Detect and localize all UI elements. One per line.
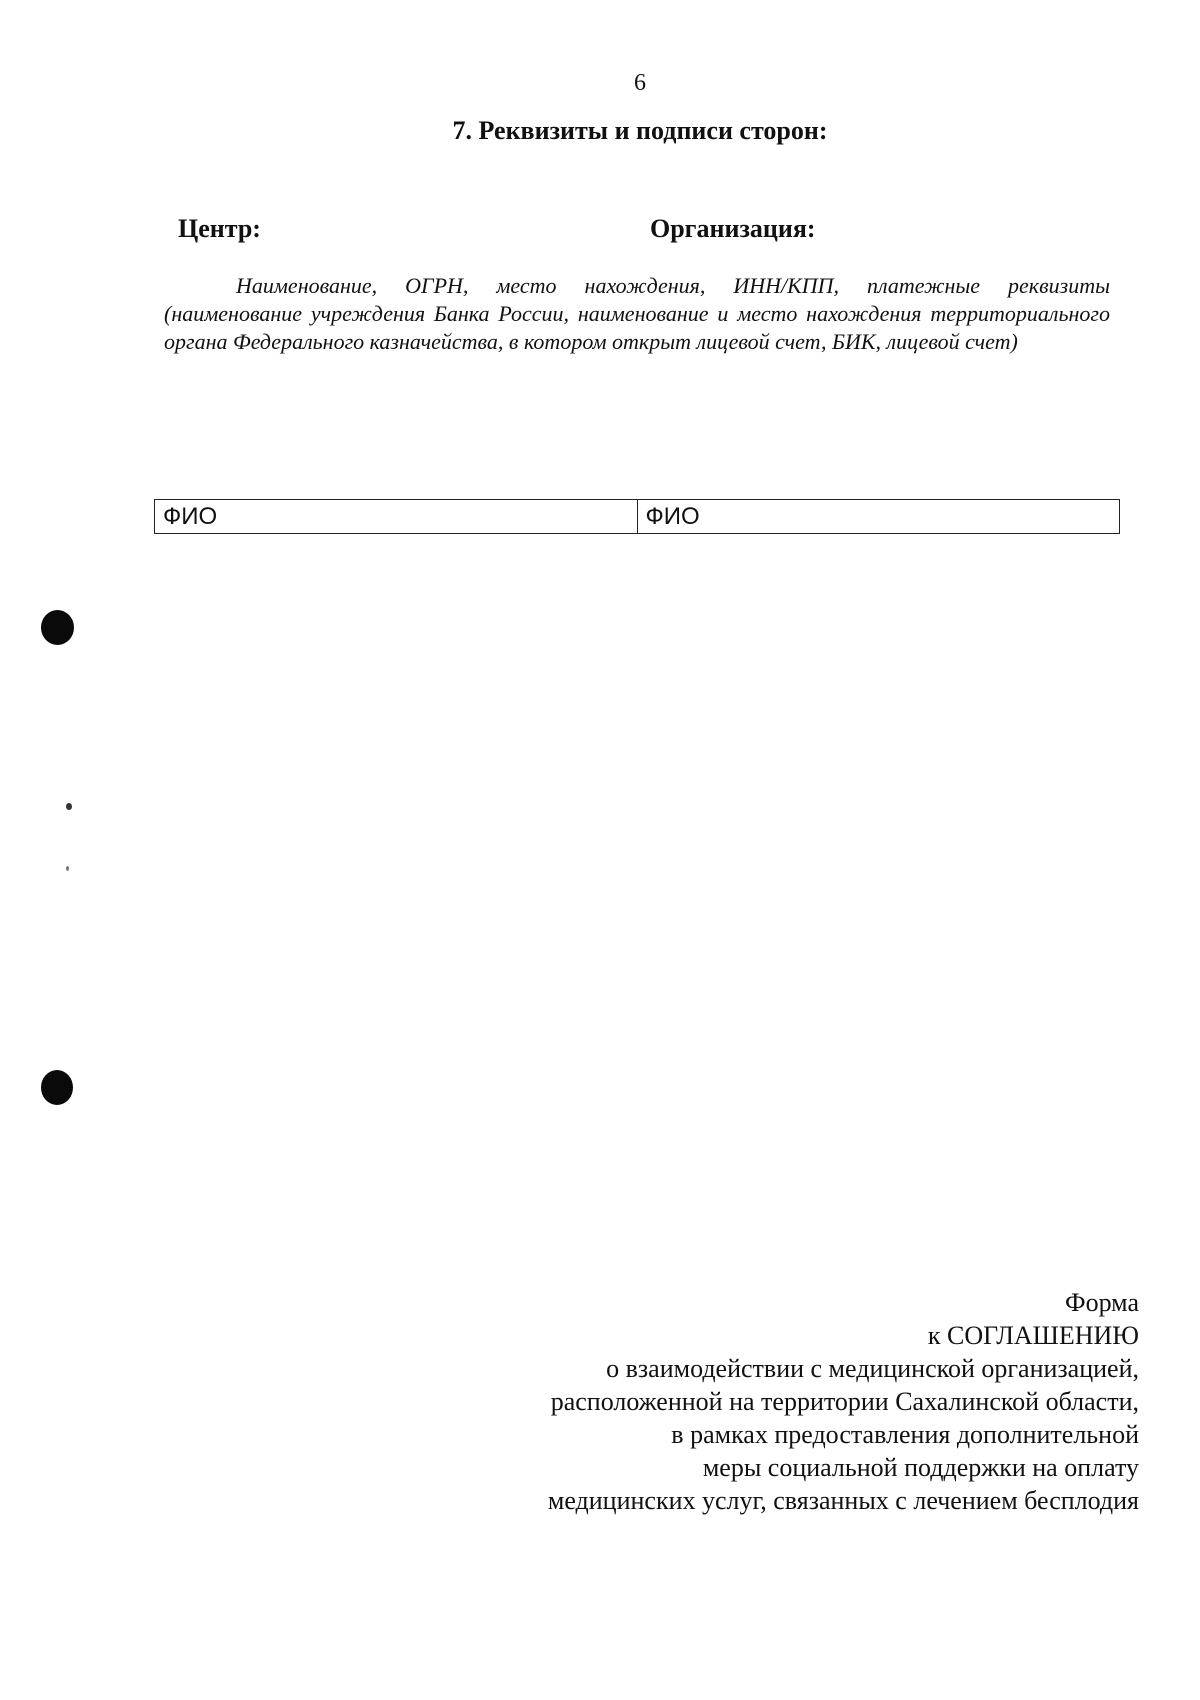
page-number: 6 [634,70,646,96]
punch-hole-mark [41,610,74,645]
form-note-line: расположенной на территории Сахалинской области, [550,1387,1139,1416]
form-note-line: в рамках предоставления дополнительной [671,1420,1139,1449]
party-organization-heading: Организация: [650,214,816,243]
requisites-paragraph: Наименование, ОГРН, место нахождения, ИНН/КПП, платежные реквизиты (наименование учреждения Банка России, наименование и место нахождения территориального органа Федерального казначейства, в котором открыт лицевой счет, БИК, лицевой счет) [164,273,1110,354]
form-note-line: Форма [1065,1288,1139,1317]
form-annex-note [439,1286,1139,1517]
signature-row [155,500,1120,534]
form-note-line: медицинских услуг, связанных с лечением бесплодия [547,1486,1139,1515]
form-note-line: о взаимодействии с медицинской организацией, [606,1354,1139,1383]
form-note-line: меры социальной поддержки на оплату [702,1453,1139,1482]
signature-cell-center: ФИО [155,500,638,534]
signature-cell-organization: ФИО [637,500,1120,534]
section-title: 7. Реквизиты и подписи сторон: [452,116,828,145]
scan-speck [66,866,69,871]
scan-speck [66,803,72,810]
signature-table [154,499,1120,534]
punch-hole-mark [41,1070,73,1105]
form-note-line: к СОГЛАШЕНИЮ [927,1321,1139,1350]
party-center-heading: Центр: [178,214,261,243]
